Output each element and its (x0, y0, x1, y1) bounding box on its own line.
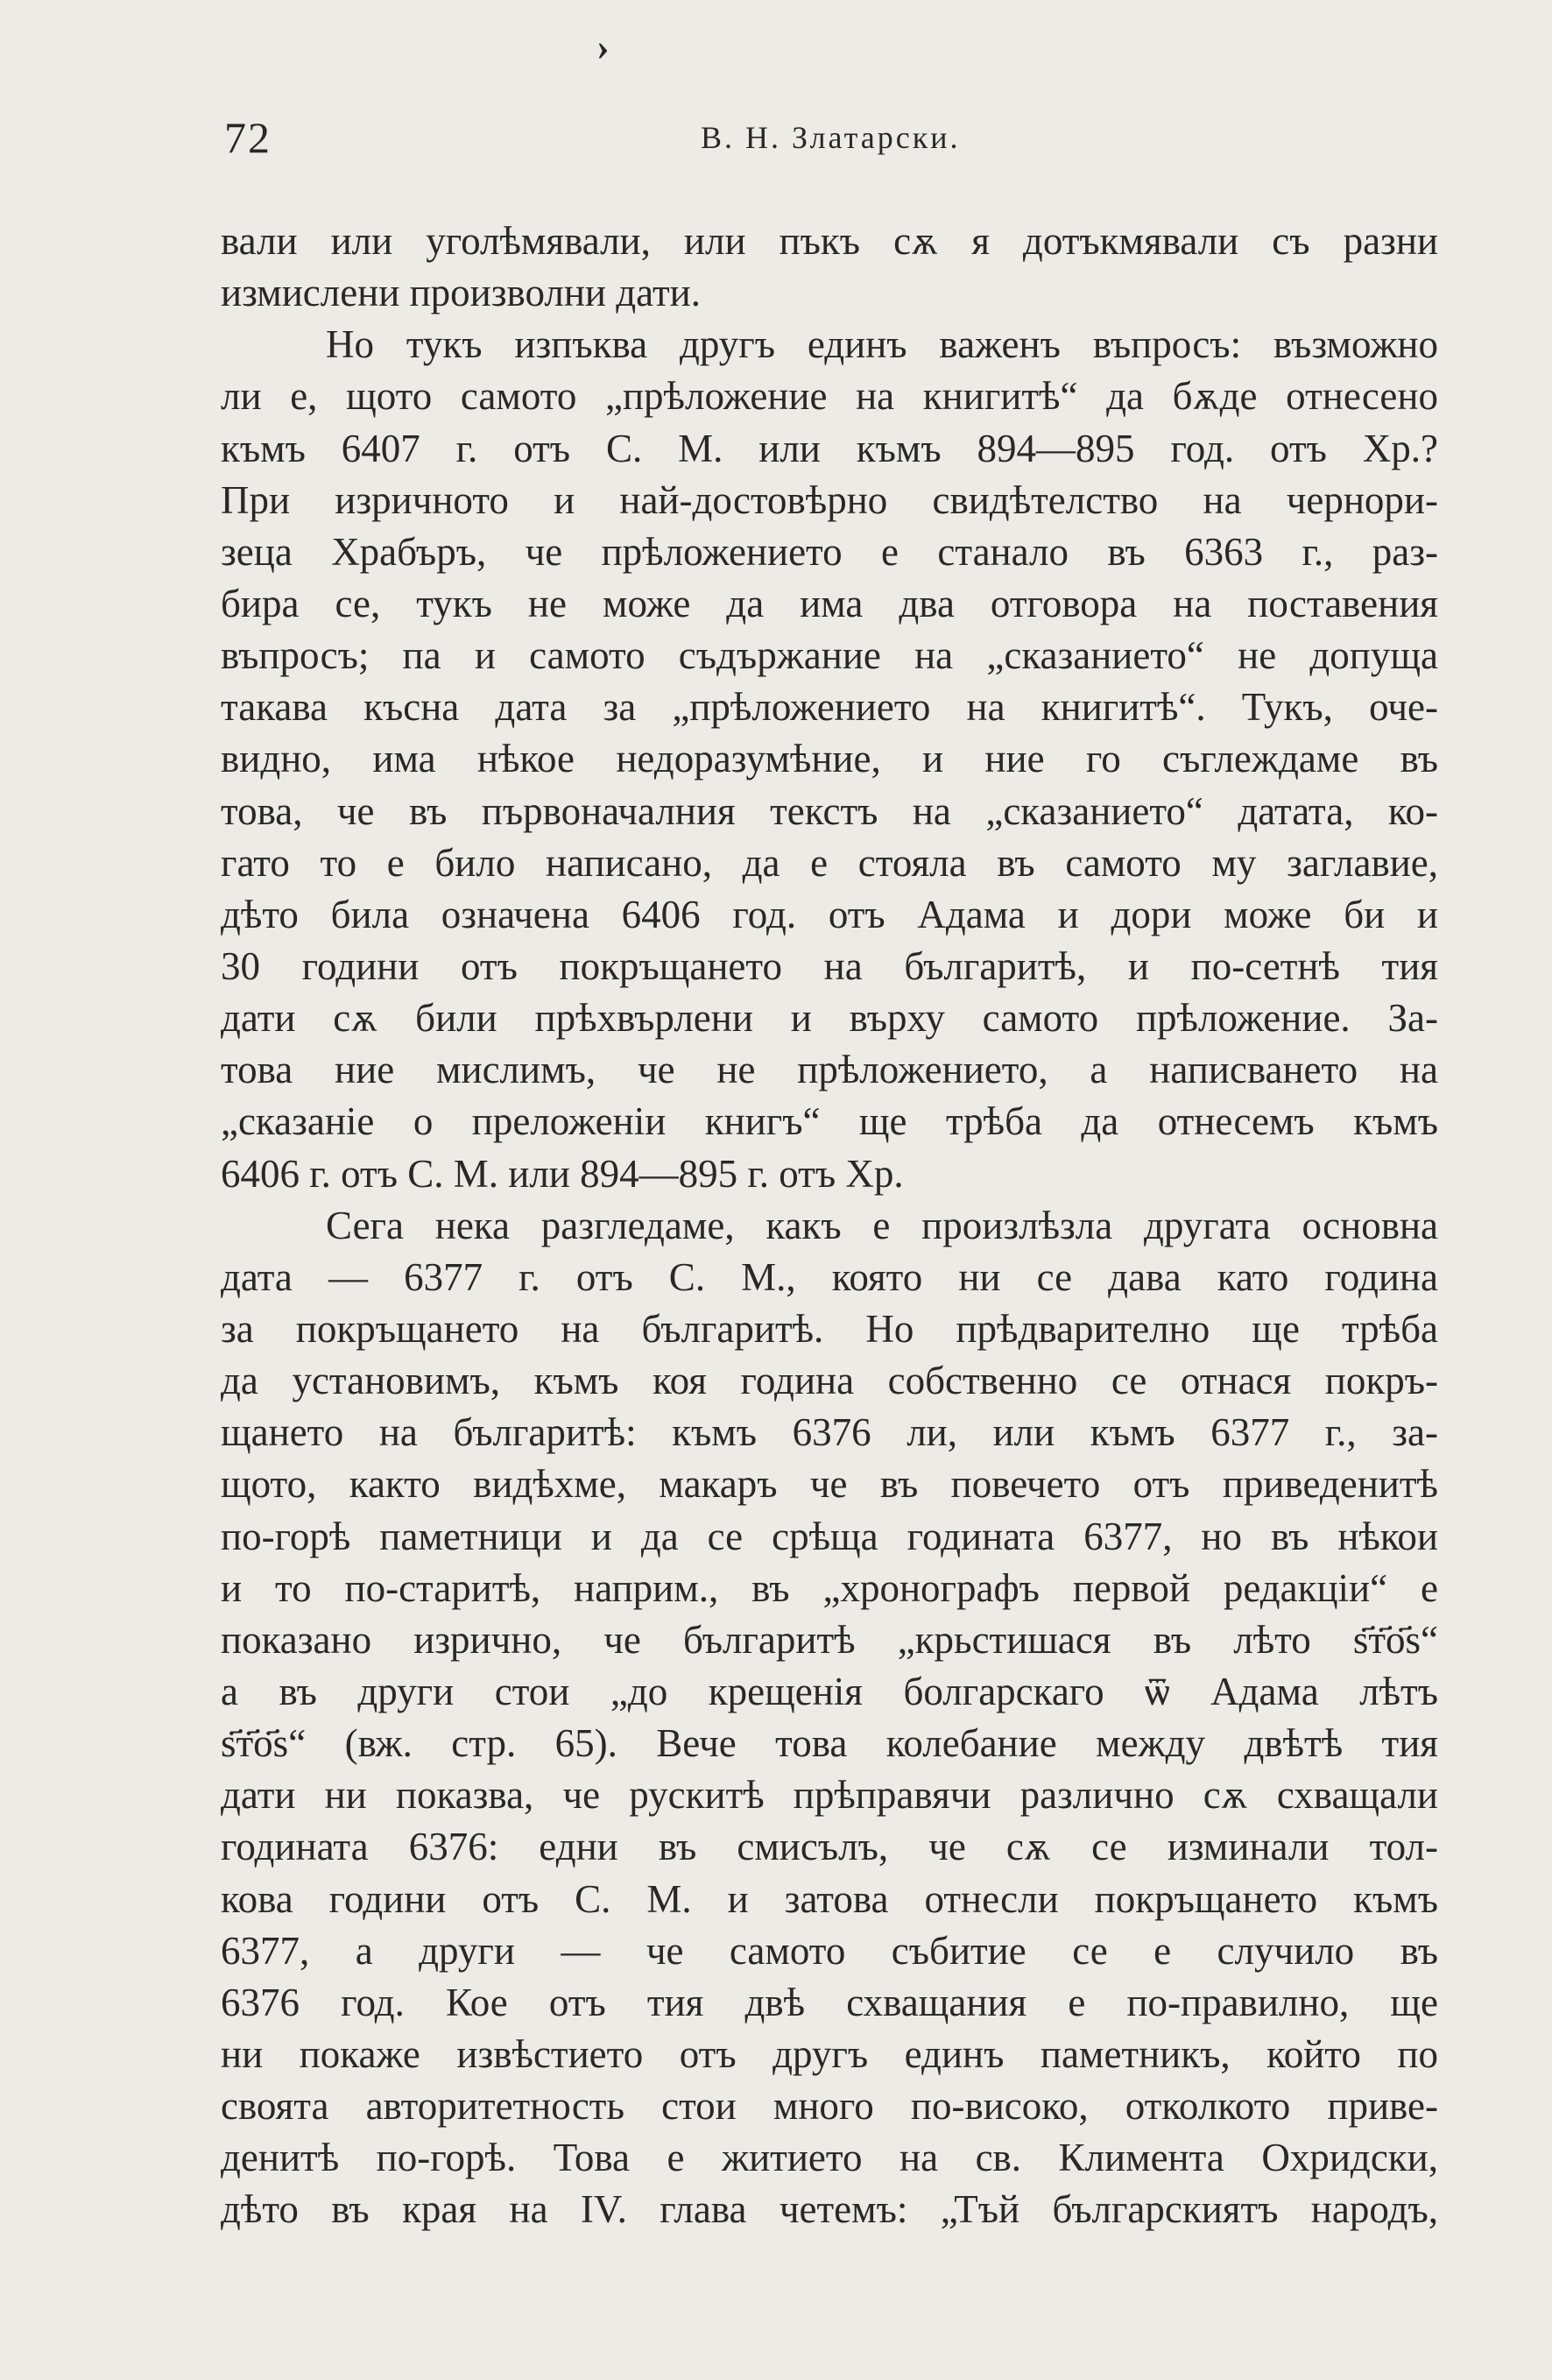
text-line: дѣто въ края на IV. глава четемъ: „Тъй българскиятъ народъ, (221, 2187, 1438, 2232)
paragraph-first-line: Сега нека разгледаме, какъ е произлѣзла другата основна (326, 1203, 1438, 1247)
text-line: а въ други стои „до крещенія болгарскаго ѿ Адама лѣтъ (221, 1669, 1438, 1713)
text-line: видно, има нѣкое недоразумѣние, и ние го съглеждаме въ (221, 737, 1438, 781)
text-line: по-горѣ паметници и да се срѣща годината 6377, но въ нѣкои (221, 1514, 1438, 1558)
text-line: годината 6376: едни въ смисълъ, че сѫ се изминали тол- (221, 1825, 1438, 1869)
text-line: ѕ҃т҃о҃ѕ“ (вж. стр. 65). Вече това колебание между двѣтѣ тия (221, 1721, 1438, 1766)
text-line: да установимъ, къмъ коя година собственно се отнася покръ- (221, 1359, 1438, 1403)
text-line: гато то е било написано, да е стояла въ самото му заглавие, (221, 840, 1438, 885)
text-line: за покръщането на българитѣ. Но прѣдварително ще трѣба (221, 1306, 1438, 1351)
text-line: къмъ 6407 г. отъ С. М. или къмъ 894—895 год. отъ Хр.? (221, 426, 1438, 470)
text-line: зеца Храбъръ, че прѣложението е станало въ 6363 г., раз- (221, 529, 1438, 574)
text-line: въпросъ; па и самото съдържание на „сказанието“ не допуща (221, 633, 1438, 678)
text-line: вали или уголѣмявали, или пъкъ сѫ я дотъкмявали съ разни (221, 219, 1438, 263)
text-line: дати сѫ били прѣхвърлени и върху самото прѣложение. За- (221, 996, 1438, 1041)
text-line: щото, както видѣхме, макаръ че въ повечето отъ приведенитѣ (221, 1462, 1438, 1507)
running-head-author: В. Н. Златарски. (701, 120, 961, 155)
text-line: щането на българитѣ: къмъ 6376 ли, или къмъ 6377 г., за- (221, 1410, 1438, 1455)
text-line: дѣто била означена 6406 год. отъ Адама и дори може би и (221, 892, 1438, 936)
paragraph-first-line: Но тукъ изпъква другъ единъ важенъ въпросъ: възможно (326, 322, 1438, 367)
text-line: измислени произволни дати. (221, 271, 701, 315)
text-line: дата — 6377 г. отъ С. М., която ни се дава като година (221, 1254, 1438, 1299)
text-line: При изричното и най-достовѣрно свидѣтелство на чернори- (221, 477, 1438, 522)
stray-mark: › (596, 25, 610, 68)
text-line: това, че въ първоначалния текстъ на „сказанието“ датата, ко- (221, 788, 1438, 833)
text-line: това ние мислимъ, че не прѣложението, а написването на (221, 1048, 1438, 1092)
text-line: 6376 год. Кое отъ тия двѣ схващания е по-правилно, ще (221, 1980, 1438, 2024)
text-line: 6406 г. отъ С. М. или 894—895 г. отъ Хр. (221, 1151, 904, 1196)
text-line: ни покаже извѣстието отъ другъ единъ паметникъ, който по (221, 2031, 1438, 2076)
text-line: дати ни показва, че рускитѣ прѣправячи различно сѫ схващали (221, 1773, 1438, 1818)
text-line: кова години отъ С. М. и затова отнесли покръщането къмъ (221, 1876, 1438, 1921)
body-text (221, 215, 1438, 2235)
running-head (0, 112, 1552, 165)
text-line: „сказаніе о преложеніи книгъ“ ще трѣба да отнесемъ къмъ (221, 1099, 1438, 1144)
text-line: ли е, щото самото „прѣложение на книгитѣ“ да бѫде отнесено (221, 374, 1438, 419)
text-line: показано изрично, че българитѣ „крьстишася въ лѣто ѕ҃т҃о҃ѕ“ (221, 1617, 1438, 1662)
text-line: своята авторитетность стои много по-високо, отколкото приве- (221, 2084, 1438, 2129)
text-line: 6377, а други — че самото събитие се е случило въ (221, 1928, 1438, 1973)
text-line: и то по-старитѣ, наприм., въ „хронографъ первой редакціи“ е (221, 1565, 1438, 1610)
text-line: денитѣ по-горѣ. Това е житието на св. Климента Охридски, (221, 2136, 1438, 2180)
page-number: 72 (224, 113, 272, 162)
text-line: 30 години отъ покръщането на българитѣ, и по-сетнѣ тия (221, 943, 1438, 988)
text-line: такава късна дата за „прѣложението на книгитѣ“. Тукъ, оче- (221, 685, 1438, 730)
text-line: бира се, тукъ не може да има два отговора на поставения (221, 581, 1438, 625)
